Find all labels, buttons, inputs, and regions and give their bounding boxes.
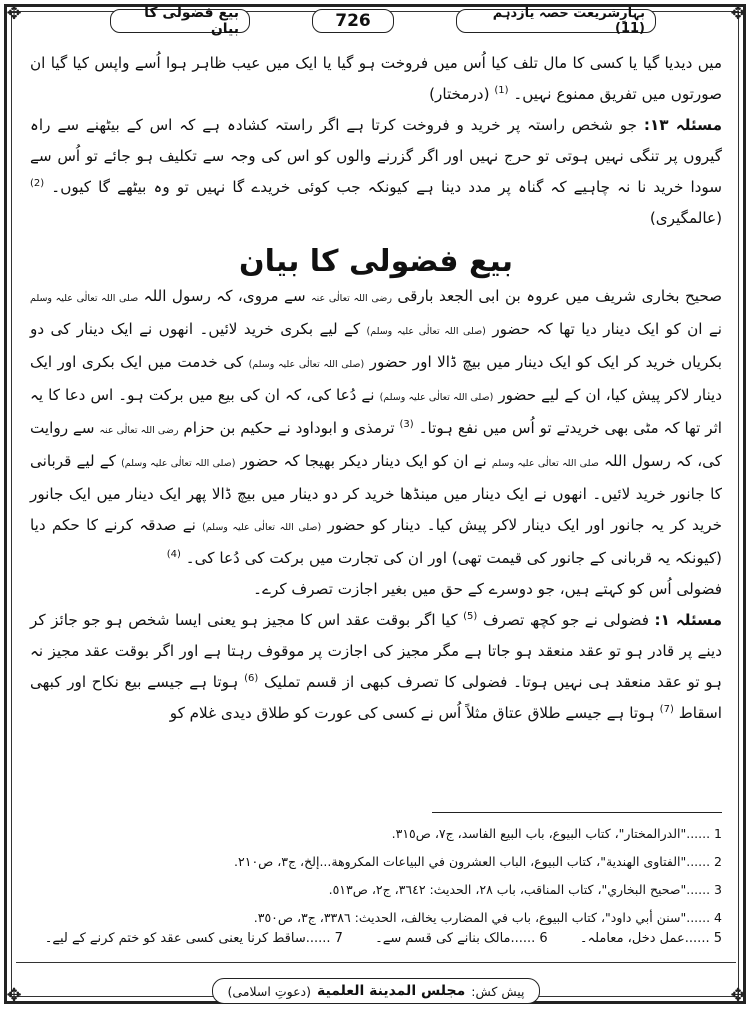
honorific: (صلی اللہ تعالٰی علیہ وسلم)	[202, 522, 322, 533]
corner-ornament-icon: ✥	[6, 985, 22, 1006]
publisher-name: مجلس المدينة العلمية	[316, 983, 466, 999]
footnote-ref: (6)	[244, 672, 259, 684]
publisher-badge	[212, 978, 539, 1004]
honorific: (صلی اللہ تعالٰی علیہ وسلم)	[248, 359, 365, 370]
glossary-note: 5 ......عمل دخل، معاملہ۔	[579, 931, 722, 946]
publisher-suffix: (دعوتِ اسلامی)	[227, 983, 311, 999]
source-citation: (عالمگیری)	[649, 209, 722, 227]
section-title: بیع فضولی کا بیان	[238, 244, 514, 279]
footnote-ref: (1)	[494, 84, 509, 96]
footnote-ref: (2)	[30, 177, 45, 189]
paragraph: میں دیدیا گیا یا کسی کا مال تلف کیا اُس میں فروخت ہو گیا یا ایک میں عیب ظاہر ہوا اُسے واپس کیا گیا ان صورتوں میں تفریق ممنوع نہیں۔ $^{(1)}$ (درمختار)	[30, 54, 722, 103]
page-number: 726	[312, 9, 394, 33]
footnote-ref: (3)	[399, 418, 414, 430]
honorific: (صلی اللہ تعالٰی علیہ وسلم)	[379, 392, 494, 403]
footer-rule	[16, 962, 736, 963]
honorific: (صلی اللہ تعالٰی علیہ وسلم)	[366, 326, 486, 337]
definition-paragraph: فضولی اُس کو کہتے ہیں، جو دوسرے کے حق میں بغیر اجازت تصرف کرے۔	[253, 580, 722, 598]
glossary-note: 6 ......مالک بنانے کی قسم سے۔	[375, 931, 548, 946]
footnote: 2 ......"الفتاوى الهندية"، كتاب البيوع، الباب العشرون في البياعات المكروهة...إلخ، ج٣، ص٢١٠.	[234, 854, 722, 869]
masala-1: مسئلہ ۱: فضولی نے جو کچھ تصرف $^{(5)}$ کیا اگر بوقت عقد اس کا مجیز ہو یعنی ایسا شخص ہو جو جائز کر دینے پر قادر ہو تو عقد منعقد ہو جاتا ہے مگر مجیز کی اجازت پر موقوف رہتا ہے اور اگر بوقت عقد مجیز نہ ہو تو عقد منعقد ہی نہیں ہوتا۔ فضولی کا تصرف کبھی از قسم تملیک $^{(6)}$ ہوتا ہے جیسے بیع نکاح اور کبھی اسقاط $^{(7)}$ ہوتا ہے جیسے طلاق عتاق مثلاً اُس نے کسی کی عورت کو طلاق دیدی غلام کو	[30, 610, 723, 722]
section-heading-wrap	[30, 246, 722, 277]
footnote: 4 ......"سنن أبي داود"، كتاب البيوع، باب في المضارب يخالف، الحديث: ٣٣٨٦، ج٣، ص٣٥٠.	[253, 910, 722, 925]
honorific: صلی اللہ تعالٰی علیہ وسلم	[30, 293, 139, 304]
footnotes	[30, 820, 722, 932]
corner-ornament-icon: ✥	[730, 3, 746, 24]
book-title: بہارِشریعت حصہ یازدہم (11)	[456, 9, 656, 33]
honorific: صلی اللہ تعالٰی علیہ وسلم	[491, 458, 599, 469]
footnote: 1 ......"الدرالمختار"، كتاب البيوع، باب البيع الفاسد، ج٧، ص٣١٥.	[391, 826, 722, 841]
page-header	[16, 6, 736, 36]
footnote: 3 ......"صحيح البخاري"، كتاب المناقب، باب ٢٨، الحديث: ٣٦٤٢، ج٢، ص٥١٣.	[328, 882, 722, 897]
page-footer	[0, 978, 752, 1004]
footnote-ref: (5)	[463, 610, 478, 622]
corner-ornament-icon: ✥	[730, 985, 746, 1006]
page-body	[30, 48, 722, 729]
masala-label: مسئلہ ۱:	[654, 611, 723, 629]
honorific: (صلی اللہ تعالٰی علیہ وسلم)	[121, 458, 236, 469]
glossary-note: 7 ......ساقط کرنا یعنی کسی عقد کو ختم کرنے کے لیے۔	[44, 931, 343, 946]
corner-ornament-icon: ✥	[6, 3, 22, 24]
honorific: رضی اللہ تعالٰی عنہ	[311, 293, 392, 304]
footnote-ref: (7)	[659, 703, 674, 715]
masala-label: مسئلہ ۱۳:	[643, 116, 723, 134]
honorific: رضی اللہ تعالٰی عنہ	[99, 425, 179, 436]
footnote-ref: (4)	[166, 548, 181, 560]
chapter-title: بیع فضولی کا بیان	[110, 9, 250, 33]
hadith-paragraph: صحیح بخاری شریف میں عروہ بن ابی الجعد بارقی رضی اللہ تعالٰی عنہ سے مروی، کہ رسول اللہ صلی اللہ تعالٰی علیہ وسلم نے ان کو ایک دینار دیا تھا کہ حضور (صلی اللہ تعالٰی علیہ وسلم) کے لیے بکری خرید لائیں۔ انھوں نے ایک دینار کی دو بکریاں خرید کر ایک کو ایک دینار میں بیچ ڈالا اور حضور (صلی اللہ تعالٰی علیہ وسلم) کی خدمت میں ایک بکری اور ایک دینار لاکر پیش کیا، ان کے لیے حضور (صلی اللہ تعالٰی علیہ وسلم) نے دُعا کی، کہ ان کی بیع میں برکت ہو۔ اس دعا کا یہ اثر تھا کہ مٹی بھی خریدتے تو اُس میں نفع ہوتا۔ $^{(3)}$ ترمذی و ابوداود نے حکیم بن حزام رضی اللہ تعالٰی عنہ سے روایت کی، کہ رسول اللہ صلی اللہ تعالٰی علیہ وسلم نے ان کو ایک دینار دیکر بھیجا کہ حضور (صلی اللہ تعالٰی علیہ وسلم) کے لیے قربانی کا جانور خرید لائیں۔ انھوں نے ایک دینار میں مینڈھا خرید کر دو دینار میں بیچ ڈالا پھر ایک دینار میں ایک جانور خرید کر یہ جانور اور ایک دینار لاکر پیش کیا۔ دینار کو حضور (صلی اللہ تعالٰی علیہ وسلم) نے صدقہ کرنے کا حکم دیا (کیونکہ یہ قربانی کے جانور کی قیمت تھی) اور ان کی تجارت میں برکت کی دُعا کی۔ $^{(4)}$	[30, 287, 723, 567]
source-citation: (درمختار)	[429, 85, 490, 103]
glossary-notes	[30, 928, 722, 950]
masala-13: مسئلہ ۱۳: جو شخص راستہ پر خرید و فروخت کرتا ہے اگر راستہ کشادہ ہے کہ اس کے بیٹھنے سے راہ گیروں پر تنگی نہیں ہوتی تو حرج نہیں اور اگر گزرنے والوں کو اس کی وجہ سے تکلیف ہو جائے تو اُس سے سودا خرید نا نہ چاہیے کہ گناہ پر مدد دینا ہے کیونکہ جب کوئی خریدے گا نہیں تو وہ بیٹھے گا کیوں۔ $^{(2)}$ (عالمگیری)	[30, 116, 723, 227]
footer-prefix: پیش کش:	[471, 983, 525, 999]
